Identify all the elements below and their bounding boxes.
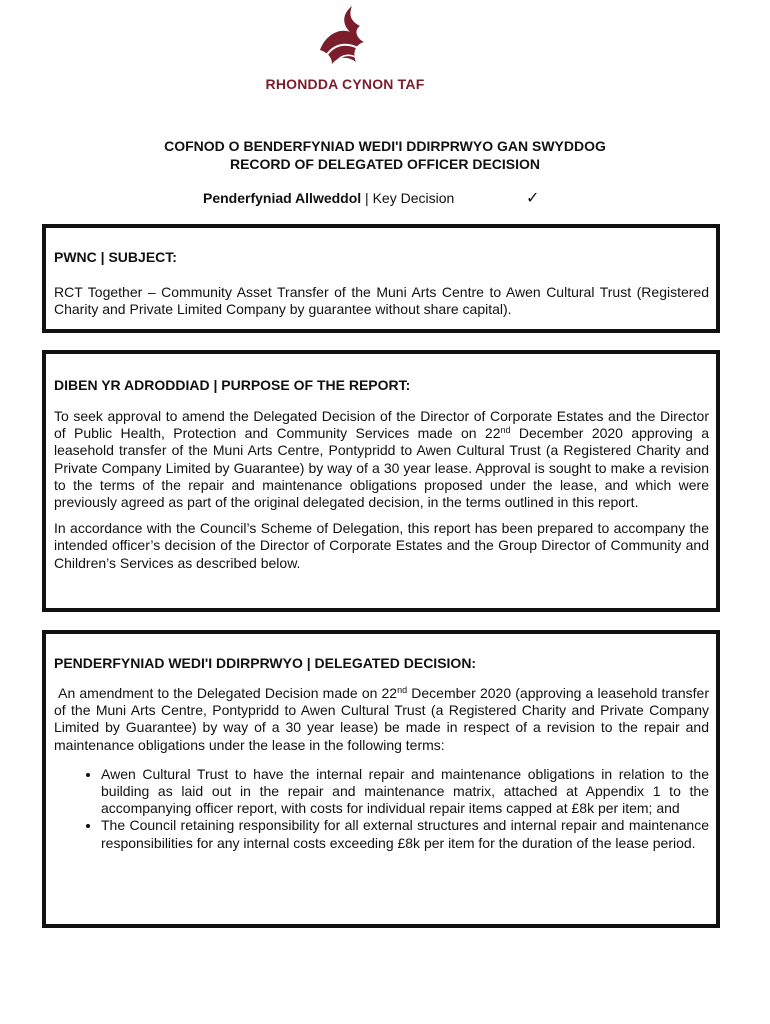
decision-p1-start: An amendment to the Delegated Decision made on 22 [54, 685, 398, 701]
list-item: • The Council retaining responsibility for all external structures and internal repair and maintenance responsibilities for any internal costs exceeding £8k per item for the duration of the lease period. [101, 817, 709, 851]
decision-terms-list [54, 766, 709, 852]
key-decision-welsh: Penderfyniad Allweddol [203, 190, 362, 206]
key-decision-line [203, 190, 454, 206]
checkmark-icon: ✓ [526, 190, 540, 207]
key-decision-english: Key Decision [372, 190, 455, 206]
decision-heading: PENDERFYNIAD WEDI'I DDIRPRWYO | DELEGATED DECISION: [54, 655, 477, 671]
decision-p1-end: December 2020 (approving a leasehold transfer of the Muni Arts Centre, Pontypridd to Awen Cultural Trust (a Registered Charity and Private Company Limited by Guarantee) by way of a 30 year lease) be made in respect of a revision to the repair and maintenance obligations under the lease in the following terms: [54, 685, 713, 753]
title-english: RECORD OF DELEGATED OFFICER DECISION [229, 156, 541, 172]
org-name: RHONDDA CYNON TAF [265, 76, 425, 92]
purpose-p1-start: To seek approval to amend the Delegated Decision of the Director of Corporate Estates and the Director of Public Health, Protection and Community Services made on 22 [54, 408, 709, 442]
decision-p1-ordinal: nd [397, 685, 408, 695]
subject-text: RCT Together – Community Asset Transfer of the Muni Arts Centre to Awen Cultural Trust (Registered Charity and Private Limited Company by guarantee without share capital). [54, 284, 709, 318]
list-item: • Awen Cultural Trust to have the internal repair and maintenance obligations in relation to the building as laid out in the repair and maintenance matrix, attached at Appendix 1 to the accompanying officer report, with costs for individual repair items capped at £8k per item; and [101, 766, 709, 818]
purpose-p1-end: December 2020 approving a leasehold transfer of the Muni Arts Centre, Pontypridd to Awen Cultural Trust (a Registered Charity and Private Company Limited by Guarantee) by way of a 30 year lease. Approval is sought to make a revision to the terms of the repair and maintenance obligations proposed under the lease, and which were previously agreed as part of the original delegated decision, in the terms outlined in this report. [54, 425, 709, 511]
purpose-p1-ordinal: nd [500, 425, 511, 436]
council-logo [260, 4, 430, 100]
purpose-paragraph-2: In accordance with the Council’s Scheme of Delegation, this report has been prepared to accompany the intended officer’s decision of the Director of Corporate Estates and the Group Director of Community and Children’s Services as described below. [54, 520, 709, 571]
subject-box [42, 224, 720, 333]
decision-box [42, 630, 720, 928]
purpose-box [42, 350, 720, 612]
decision-paragraph [54, 685, 713, 754]
purpose-heading: DIBEN YR ADRODDIAD | PURPOSE OF THE REPORT: [54, 377, 411, 393]
purpose-paragraph-1 [54, 408, 709, 511]
dragon-icon [312, 4, 378, 74]
key-decision-separator: | [361, 190, 373, 206]
title-welsh: COFNOD O BENDERFYNIAD WEDI'I DDIRPRWYO GAN SWYDDOG [164, 138, 606, 154]
subject-heading: PWNC | SUBJECT: [54, 249, 177, 265]
